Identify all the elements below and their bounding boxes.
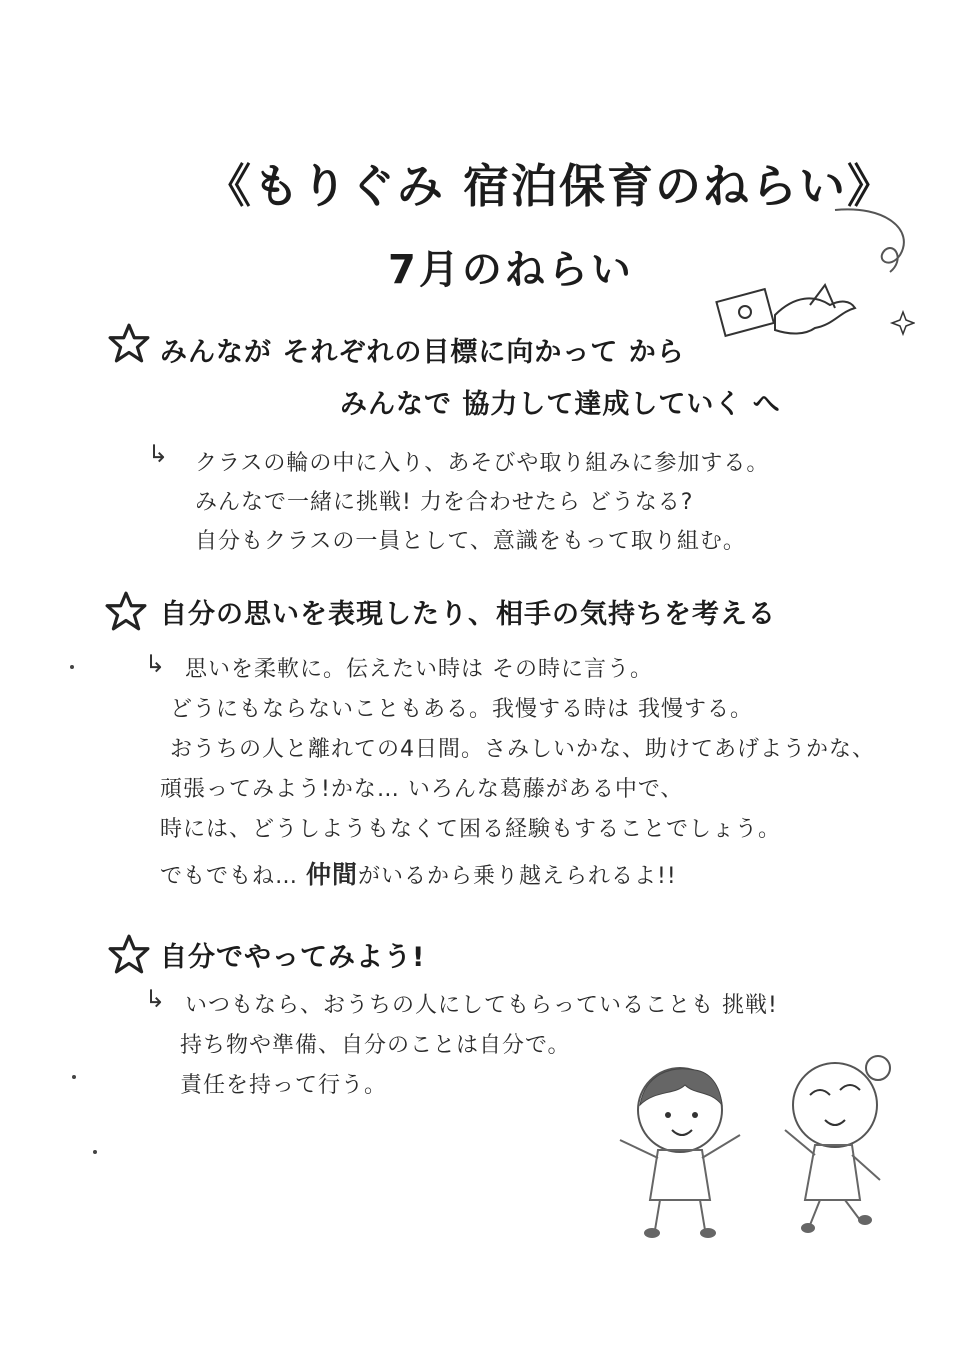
section-2-line-1: 思いを柔軟に。伝えたい時は その時に言う。 — [185, 657, 653, 682]
section-1-line-3: 自分もクラスの一員として、意識をもって取り組む。 — [195, 529, 746, 554]
corner-arrow-icon: ↳ — [145, 650, 166, 678]
last-line-part-c: がいるから乗り越えられるよ!! — [358, 864, 677, 889]
section-2-last-line — [160, 855, 677, 891]
star-outline-icon — [105, 590, 147, 632]
section-2-line-4: 頑張ってみよう!かな… いろんな葛藤がある中で、 — [160, 777, 684, 802]
star-outline-icon — [108, 933, 150, 975]
corner-arrow-icon: ↳ — [145, 985, 166, 1013]
last-line-emphasis: 仲間 — [306, 860, 359, 889]
page-subtitle: 7月のねらい — [388, 247, 634, 293]
corner-arrow-icon: ↳ — [148, 440, 169, 468]
section-1-heading-line1: みんなが それぞれの目標に向かって から — [160, 337, 685, 368]
section-1-line-2: みんなで一緒に挑戦! 力を合わせたら どうなる? — [195, 490, 694, 515]
scan-speck — [70, 665, 74, 669]
bird-illustration — [715, 200, 915, 350]
section-2-line-3: おうちの人と離れての4日間。さみしいかな、助けてあげようかな、 — [170, 737, 875, 762]
section-3-line-2: 持ち物や準備、自分のことは自分で。 — [180, 1033, 571, 1058]
last-line-part-a: でもでもね… — [160, 864, 306, 889]
section-1-heading-line2: みんなで 協力して達成していく へ — [340, 389, 781, 420]
section-2-line-5: 時には、どうしようもなくて困る経験もすることでしょう。 — [160, 817, 782, 842]
section-1-line-1: クラスの輪の中に入り、あそびや取り組みに参加する。 — [195, 451, 770, 476]
section-3-line-3: 責任を持って行う。 — [180, 1073, 388, 1098]
section-2-heading: 自分の思いを表現したり、相手の気持ちを考える — [160, 599, 776, 630]
page-title: 《もりぐみ 宿泊保育のねらい》 — [205, 159, 896, 213]
section-3-line-1: いつもなら、おうちの人にしてもらっていることも 挑戦! — [185, 993, 778, 1018]
section-2-line-2: どうにもならないこともある。我慢する時は 我慢する。 — [170, 697, 753, 722]
scan-speck — [72, 1075, 76, 1079]
children-illustration — [600, 1050, 900, 1250]
scan-speck — [93, 1150, 97, 1154]
section-3-heading: 自分でやってみよう! — [160, 942, 426, 973]
star-outline-icon — [108, 322, 150, 364]
